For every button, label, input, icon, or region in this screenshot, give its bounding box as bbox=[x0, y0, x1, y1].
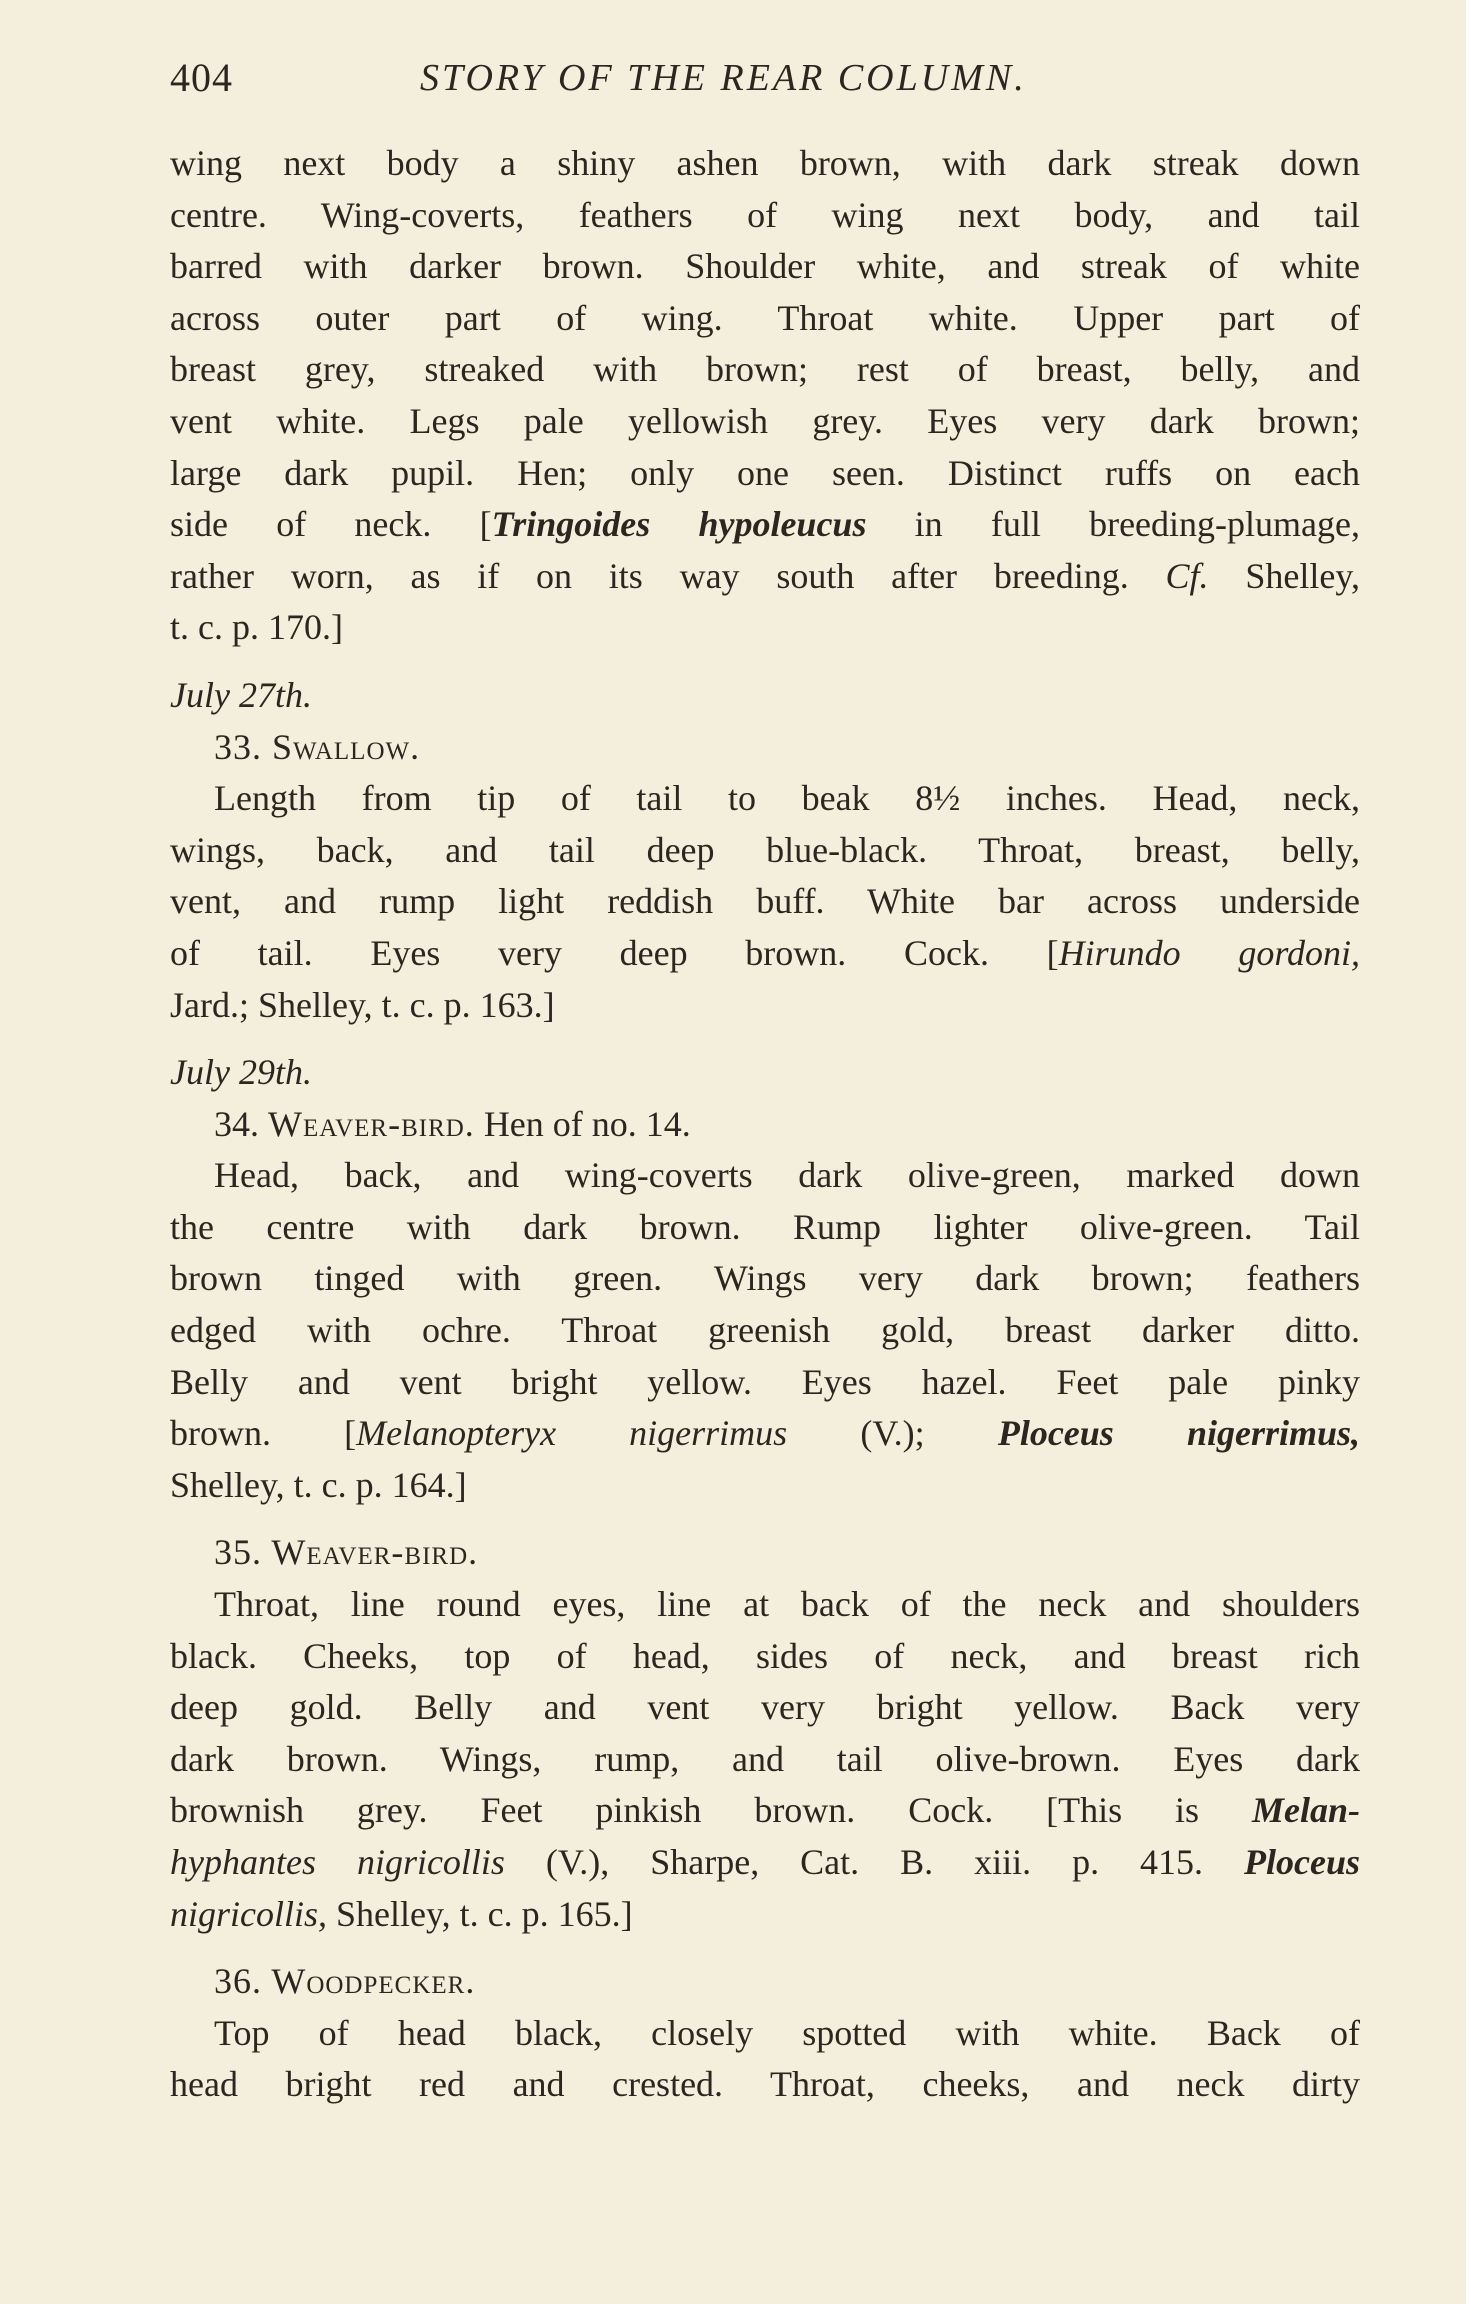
running-title: STORY OF THE REAR COLUMN. bbox=[420, 57, 1027, 99]
text-line: barred with darker brown. Shoulder white, and streak of white bbox=[170, 246, 1360, 287]
text-line: t. c. p. 170.] bbox=[170, 607, 343, 648]
text-line bbox=[170, 551, 1360, 603]
text-run: Shelley, bbox=[1208, 555, 1360, 596]
text-line: the centre with dark brown. Rump lighter olive-green. Tail bbox=[170, 1206, 1360, 1247]
text-run: side of neck. [ bbox=[170, 504, 492, 545]
text-line bbox=[170, 1889, 1360, 1941]
text-line: black. Cheeks, top of head, sides of neck, and breast rich bbox=[170, 1635, 1360, 1676]
text-line: centre. Wing-coverts, feathers of wing next body, and tail bbox=[170, 194, 1360, 235]
text-line: vent, and rump light reddish buff. White bar across underside bbox=[170, 881, 1360, 922]
entry-33 bbox=[170, 722, 1360, 1032]
text-line: head bright red and crested. Throat, cheeks, and neck dirty bbox=[170, 2064, 1360, 2105]
species-name: hyphantes nigricollis bbox=[170, 1842, 505, 1882]
bird-name: Weaver-bird. bbox=[268, 1103, 475, 1144]
text-line: brown tinged with green. Wings very dark brown; feathers bbox=[170, 1258, 1360, 1299]
date-heading: July 29th. bbox=[170, 1052, 312, 1093]
continued-paragraph bbox=[170, 138, 1360, 654]
citation-abbrev: Cf. bbox=[1165, 555, 1209, 596]
text-run: brownish grey. Feet pinkish brown. Cock. [This is bbox=[170, 1790, 1252, 1831]
species-name: Melanopteryx nigerrimus bbox=[356, 1413, 788, 1454]
text-line: Throat, line round eyes, line at back of the neck and shoulders bbox=[214, 1584, 1360, 1625]
species-name: Hirundo gordoni, bbox=[1058, 932, 1360, 973]
text-line: Belly and vent bright yellow. Eyes hazel. Feet pale pinky bbox=[170, 1361, 1360, 1402]
text-line: Head, back, and wing-coverts dark olive-green, marked down bbox=[214, 1155, 1360, 1196]
text-run: of tail. Eyes very deep brown. Cock. [ bbox=[170, 932, 1059, 973]
text-line: breast grey, streaked with brown; rest of breast, belly, and bbox=[170, 349, 1360, 390]
text-line: dark brown. Wings, rump, and tail olive-brown. Eyes dark bbox=[170, 1738, 1360, 1779]
species-name: Ploceus nigerrimus, bbox=[997, 1413, 1361, 1454]
entry-34 bbox=[170, 1099, 1360, 1512]
text-line: across outer part of wing. Throat white. Upper part of bbox=[170, 297, 1360, 338]
date-heading: July 27th. bbox=[170, 674, 312, 715]
text-line: Jard.; Shelley, t. c. p. 163.] bbox=[170, 984, 555, 1025]
text-line bbox=[170, 1785, 1360, 1837]
entry-36 bbox=[170, 1956, 1360, 2111]
book-page bbox=[170, 0, 1360, 2304]
text-run: rather worn, as if on its way south after breeding. bbox=[170, 555, 1166, 596]
text-line bbox=[170, 1408, 1360, 1460]
species-name: Melan- bbox=[1252, 1790, 1360, 1831]
text-line bbox=[170, 928, 1360, 980]
entry-heading bbox=[170, 1099, 1360, 1151]
text-line: large dark pupil. Hen; only one seen. Distinct ruffs on each bbox=[170, 452, 1360, 493]
text-line: Shelley, t. c. p. 164.] bbox=[170, 1464, 467, 1505]
entry-heading: 35. Weaver-bird. bbox=[214, 1532, 479, 1573]
page-number: 404 bbox=[170, 55, 233, 100]
text-run: (V.); bbox=[787, 1413, 998, 1454]
page-body bbox=[170, 138, 1360, 2111]
entry-35 bbox=[170, 1527, 1360, 1940]
text-line: wings, back, and tail deep blue-black. Throat, breast, belly, bbox=[170, 829, 1360, 870]
text-line: edged with ochre. Throat greenish gold, breast darker ditto. bbox=[170, 1310, 1360, 1351]
entry-heading: 33. Swallow. bbox=[214, 726, 421, 767]
species-name: Ploceus bbox=[1244, 1842, 1360, 1882]
text-run: (V.), Sharpe, Cat. B. xiii. p. 415. bbox=[504, 1842, 1245, 1882]
text-line: vent white. Legs pale yellowish grey. Eyes very dark brown; bbox=[170, 400, 1360, 441]
page-header bbox=[170, 48, 1360, 108]
text-run: brown. [ bbox=[170, 1413, 357, 1454]
species-name: Tringoides hypoleucus bbox=[491, 504, 867, 545]
text-line: deep gold. Belly and vent very bright yellow. Back very bbox=[170, 1687, 1360, 1728]
text-run: in full breeding-plumage, bbox=[866, 504, 1360, 545]
text-line bbox=[170, 1837, 1360, 1889]
text-line: wing next body a shiny ashen brown, with dark streak down bbox=[170, 143, 1360, 183]
text-line: Top of head black, closely spotted with white. Back of bbox=[214, 2012, 1360, 2053]
entry-note: Hen of no. 14. bbox=[474, 1103, 691, 1144]
species-name: nigricollis, bbox=[170, 1893, 328, 1934]
entry-number: 34. bbox=[214, 1103, 268, 1144]
text-line: Length from tip of tail to beak 8½ inches. Head, neck, bbox=[214, 778, 1360, 819]
entry-heading: 36. Woodpecker. bbox=[214, 1961, 476, 2002]
text-line bbox=[170, 499, 1360, 551]
text-run: Shelley, t. c. p. 165.] bbox=[327, 1893, 633, 1934]
